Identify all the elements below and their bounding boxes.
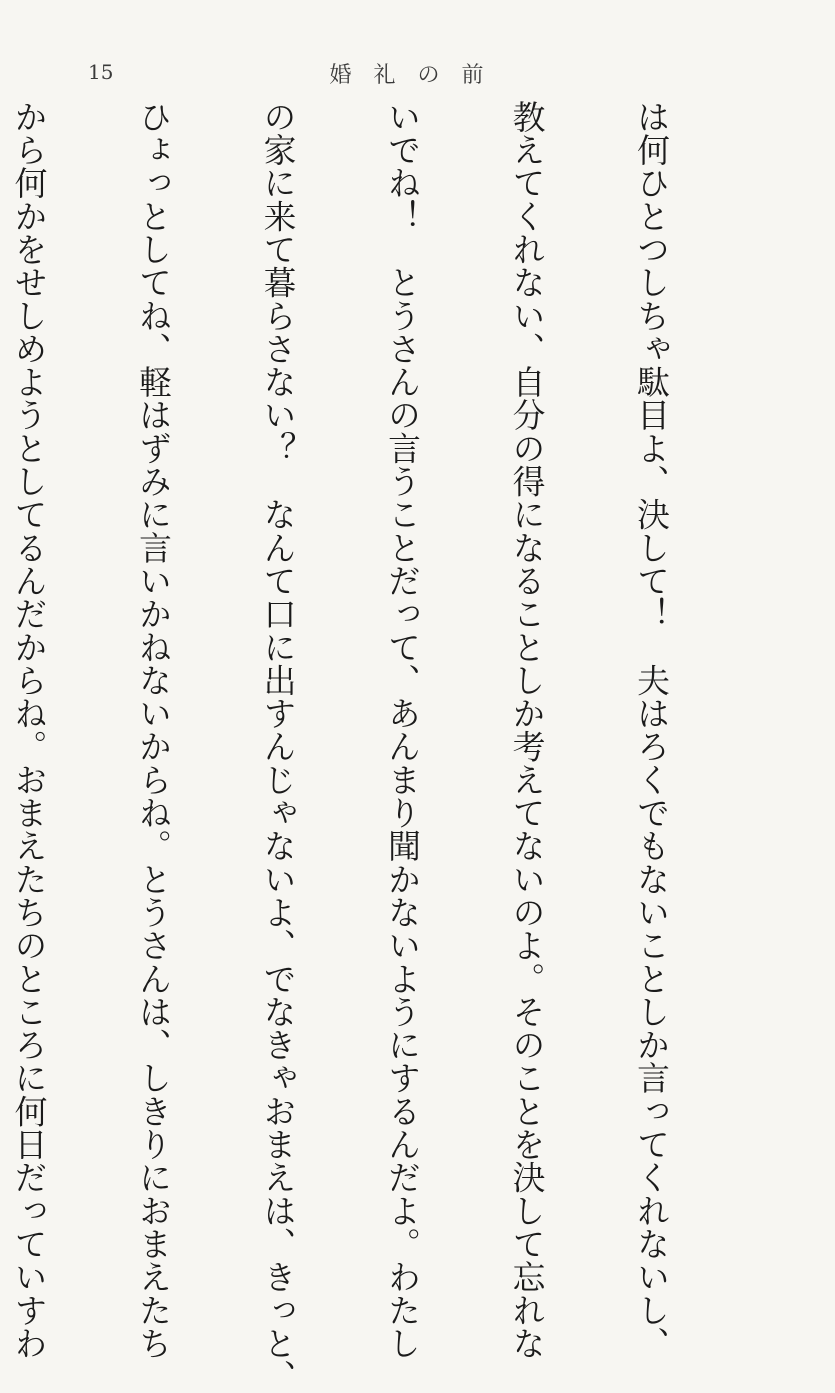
text-line: 教えてくれない、自分の得になることしか考えてないのよ。そのことを決して忘れな xyxy=(507,100,546,1360)
text-line: の家に来て暮らさない？ なんて口に出すんじゃないよ、でなきゃおまえは、きっと、 xyxy=(258,100,297,1393)
text-line: ひょっとしてね、軽はずみに言いかねないからね。とうさんは、しきりにおまえたち xyxy=(134,100,172,1360)
running-head: 婚礼の前 xyxy=(329,63,506,88)
text-line: いでね！ とうさんの言うことだって、あんまり聞かないようにするんだよ。わたし xyxy=(383,100,421,1360)
page-number: 15 xyxy=(88,60,114,84)
text-line: から何かをせしめようとしてるんだからね。おまえたちのところに何日だっていすわ xyxy=(9,100,48,1360)
body-text xyxy=(9,100,754,1393)
text-line: は何ひとつしちゃ駄目よ、決して！ 夫はろくでもないことしか言ってくれないし、 xyxy=(632,100,670,1360)
